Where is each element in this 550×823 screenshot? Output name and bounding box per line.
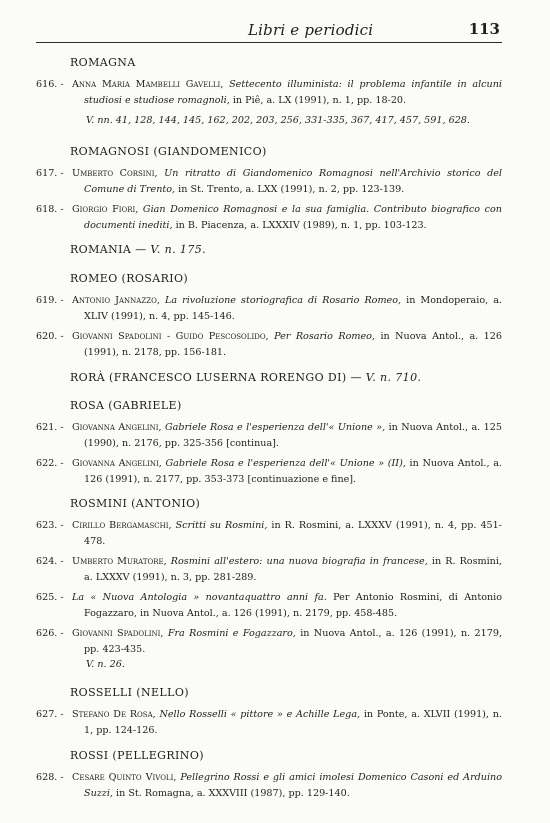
section-heading-romeo: ROMEO (ROSARIO) (70, 272, 189, 285)
entry-author: Giovanna Angelini, (72, 422, 162, 433)
entry-title: Per Rosario Romeo, (274, 331, 375, 342)
entry-number: 628. - (36, 772, 64, 783)
section-heading-romania (70, 243, 206, 256)
entry-title: Pellegrino Rossi e gli amici imolesi Domenico Casoni ed Arduino Suzzi, (84, 772, 502, 799)
entry-623 (36, 518, 502, 550)
entry-citation: in R. Rosmini, a. LXXXV (1991), n. 4, pp. 451-478. (84, 520, 502, 547)
entry-author: Giorgio Fiori, (72, 204, 139, 215)
entry-citation: in St. Romagna, a. XXXVIII (1987), pp. 129-140. (116, 788, 350, 799)
entry-618 (36, 202, 502, 234)
entry-citation: in Nuova Antol., a. 126 (1991), n. 2177, pp. 353-373 [continuazione e fine]. (84, 458, 502, 485)
section-heading-romagnosi: ROMAGNOSI (GIANDOMENICO) (70, 145, 267, 158)
entry-626 (36, 626, 502, 658)
entry-624 (36, 554, 502, 586)
entry-number: 618. - (36, 204, 64, 215)
entry-author: Giovanni Spadolini, (72, 628, 164, 639)
entry-621 (36, 420, 502, 452)
running-title: Libri e periodici (248, 21, 374, 39)
entry-citation: in Nuova Antol., a. 126 (1991), n. 2178, pp. 156-181. (84, 331, 502, 358)
entry-number: 624. - (36, 556, 64, 567)
page-header (36, 20, 502, 43)
entry-title: Nello Rosselli « pittore » e Achille Lega, (159, 709, 361, 720)
entry-number: 621. - (36, 422, 64, 433)
entry-author: Cesare Quinto Vivoli, (72, 772, 177, 783)
entry-citation: in B. Piacenza, a. LXXXIV (1989), n. 1, pp. 103-123. (175, 220, 427, 231)
entry-620 (36, 329, 502, 361)
cross-reference-note: V. n. 26. (86, 659, 125, 670)
heading-label: RORÀ (FRANCESCO LUSERNA RORENGO DI) (70, 371, 347, 384)
entry-number: 619. - (36, 295, 64, 306)
section-heading-rossi: ROSSI (PELLEGRINO) (70, 749, 204, 762)
heading-cross-reference: — V. n. 710. (350, 371, 422, 384)
entry-617 (36, 166, 502, 198)
section-heading-rosselli: ROSSELLI (NELLO) (70, 686, 189, 699)
page-number: 113 (468, 20, 500, 38)
entry-title: Settecento illuminista: il problema infantile in alcuni studiosi e studiose romagnoli, (84, 79, 502, 106)
section-heading-rosa: ROSA (GABRIELE) (70, 399, 182, 412)
entry-author: Umberto Muratore, (72, 556, 167, 567)
entry-title: Fra Rosmini e Fogazzaro, (167, 628, 296, 639)
heading-cross-reference: — V. n. 175. (135, 243, 207, 256)
entry-number: 623. - (36, 520, 64, 531)
entry-citation: in St. Trento, a. LXX (1991), n. 2, pp. 123-139. (178, 184, 405, 195)
entry-citation: Per Antonio Rosmini, di Antonio Fogazzaro, in Nuova Antol., a. 126 (1991), n. 2179, pp. 458-485. (84, 592, 502, 619)
entry-author: Giovanna Angelini, (72, 458, 162, 469)
entry-number: 627. - (36, 709, 64, 720)
entry-title: Un ritratto di Giandomenico Romagnosi nell'Archivio storico del Comune di Trento, (84, 168, 502, 195)
entry-author: Antonio Jannazzo, (72, 295, 160, 306)
entry-author: Stefano De Rosa, (72, 709, 156, 720)
entry-622 (36, 456, 502, 488)
entry-title: La « Nuova Antologia » novantaquattro anni fa. (72, 592, 327, 603)
entry-citation: in Nuova Antol., a. 126 (1991), n. 2179, pp. 423-435. (84, 628, 502, 655)
section-heading-rosmini: ROSMINI (ANTONIO) (70, 497, 201, 510)
entry-author: Cirillo Bergamaschi, (72, 520, 172, 531)
entry-title: Gabriele Rosa e l'esperienza dell'« Unione » (II), (165, 458, 406, 469)
entry-number: 622. - (36, 458, 64, 469)
entry-citation: in Mondoperaio, a. XLIV (1991), n. 4, pp. 145-146. (84, 295, 502, 322)
entry-citation: in Piê, a. LX (1991), n. 1, pp. 18-20. (232, 95, 407, 106)
section-heading-rora (70, 371, 421, 384)
cross-reference-note: V. nn. 41, 128, 144, 145, 162, 202, 203, 256, 331-335, 367, 417, 457, 591, 628. (86, 115, 470, 126)
entry-title: Gian Domenico Romagnosi e la sua famiglia. Contributo biografico con documenti inediti, (84, 204, 502, 231)
entry-number: 617. - (36, 168, 64, 179)
heading-label: ROMANIA (70, 243, 132, 256)
entry-number: 620. - (36, 331, 64, 342)
entry-citation: in Nuova Antol., a. 125 (1990), n. 2176, pp. 325-356 [continua]. (84, 422, 502, 449)
entry-number: 625. - (36, 592, 64, 603)
section-heading-romagna: ROMAGNA (70, 56, 136, 69)
entry-author: Umberto Corsini, (72, 168, 158, 179)
entry-title: La rivoluzione storiografica di Rosario Romeo, (164, 295, 402, 306)
entry-author: Giovanni Spadolini - Guido Pescosolido, (72, 331, 269, 342)
entry-number: 616. - (36, 79, 64, 90)
entry-title: Gabriele Rosa e l'esperienza dell'« Unione », (164, 422, 386, 433)
entry-title: Scritti su Rosmini, (175, 520, 268, 531)
entry-627 (36, 707, 502, 739)
entry-625 (36, 590, 502, 622)
entry-616 (36, 77, 502, 109)
entry-citation: in Ponte, a. XLVII (1991), n. 1, pp. 124-126. (84, 709, 502, 736)
entry-number: 626. - (36, 628, 64, 639)
entry-title: Rosmini all'estero: una nuova biografia in francese, (170, 556, 428, 567)
entry-citation: in R. Rosmini, a. LXXXV (1991), n. 3, pp. 281-289. (84, 556, 502, 583)
entry-619 (36, 293, 502, 325)
entry-author: Anna Maria Mambelli Gavelli, (72, 79, 224, 90)
entry-628 (36, 770, 502, 802)
